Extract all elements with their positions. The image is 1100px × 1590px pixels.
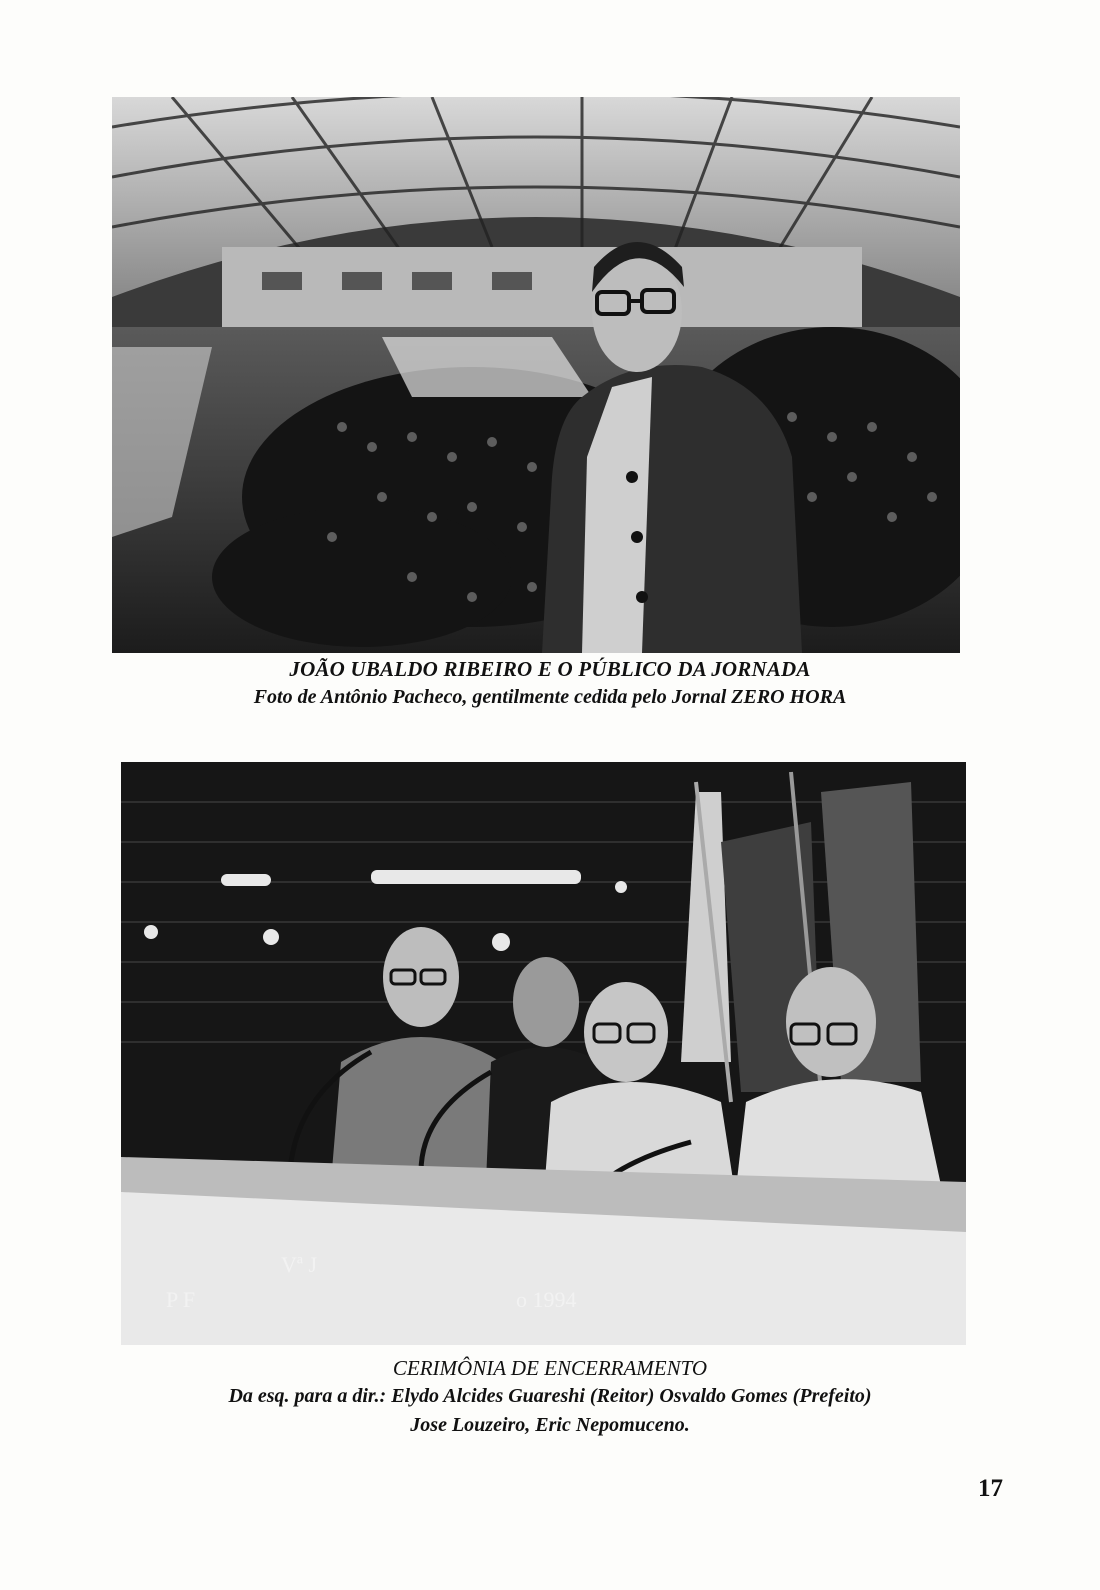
photo2-caption-names-line2: Jose Louzeiro, Eric Nepomuceno. <box>410 1414 690 1436</box>
banner-text-line1: Vª J <box>281 1252 318 1277</box>
photo2-caption-title: CERIMÔNIA DE ENCERRAMENTO <box>392 1356 708 1380</box>
photo1-caption-title: JOÃO UBALDO RIBEIRO E O PÚBLICO DA JORNADA <box>289 657 811 681</box>
banner-text-line3: o 1994 <box>516 1287 577 1312</box>
photo-speaker-and-audience <box>112 97 960 653</box>
photo-closing-ceremony <box>121 762 966 1345</box>
photo1-caption-credit: Foto de Antônio Pacheco, gentilmente cedida pelo Jornal ZERO HORA <box>253 686 847 708</box>
banner-text-line2: P F <box>166 1287 196 1312</box>
page-number: 17 <box>978 1475 1003 1502</box>
photo2-caption-names-line1: Da esq. para a dir.: Elydo Alcides Guareshi (Reitor) Osvaldo Gomes (Prefeito) <box>228 1385 872 1407</box>
